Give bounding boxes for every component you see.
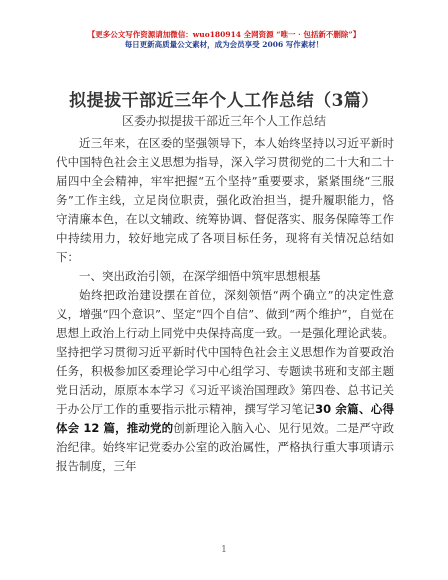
promo-line-2: 每日更新高质量公文素材，成为会员享受 2006 写作素材！ <box>124 40 324 49</box>
promo-line-1: 【更多公文写作资源请加微信：wuo180914 全网资源 “唯一 · 包括新不删除”】 <box>87 30 361 39</box>
promo-banner <box>0 30 448 50</box>
document-subtitle: 区委办拟提拔干部近三年个人工作总结 <box>121 114 326 128</box>
document-title: 拟提拔干部近三年个人工作总结（3篇） <box>69 91 379 111</box>
paragraph-text-b: 创新理论入脑入心、见行见效。二是严守政治纪律。始终牢记党委办公室的政治属性，严格执行重大事项请示报告制度，三年 <box>56 421 395 473</box>
paragraph-text-a: 始终把政治建设摆在首位，深刻领悟“两个确立”的决定性意义，增强“四个意识”、坚定“四个自信”、做到“两个维护”，自觉在思想上政治上行动上同党中央保持高度一致。一是强化理论武装。坚持把学习贯彻习近平新时代中国特色社会主义思想作为首要政治任务，积极参加区委理论学习中心组学习、专题读书班和支部主题党日活动，原原本本学习《习近平谈治国理政》第四卷、总书记关于办公厅工作的重要指示批示精神，撰写学习笔记 <box>56 288 394 416</box>
highlighted-text: 30 余篇、心得体会 12 篇，推动党的 <box>56 402 395 435</box>
paragraph-intro: 近三年来，在区委的坚强领导下，本人始终坚持以习近平新时代中国特色社会主义思想为指导，深入学习贯彻党的二十大和二十届四中全会精神，牢牢把握“五个坚持”重要要求，紧紧围绕“三服务”工作主线，立足岗位职责，强化政治担当，提升履职能力，恪守清廉本色，在以文辅政、统筹协调、督促落实、服务保障等工作中持续用力，较好地完成了各项目标任务，现将有关情况总结如下： <box>56 136 394 264</box>
section-heading-1: 一、突出政治引领，在深学细悟中筑牢思想根基 <box>79 269 321 283</box>
page-number: 1 <box>221 545 227 555</box>
document-body <box>56 134 394 476</box>
paragraph-section-1 <box>56 286 394 476</box>
